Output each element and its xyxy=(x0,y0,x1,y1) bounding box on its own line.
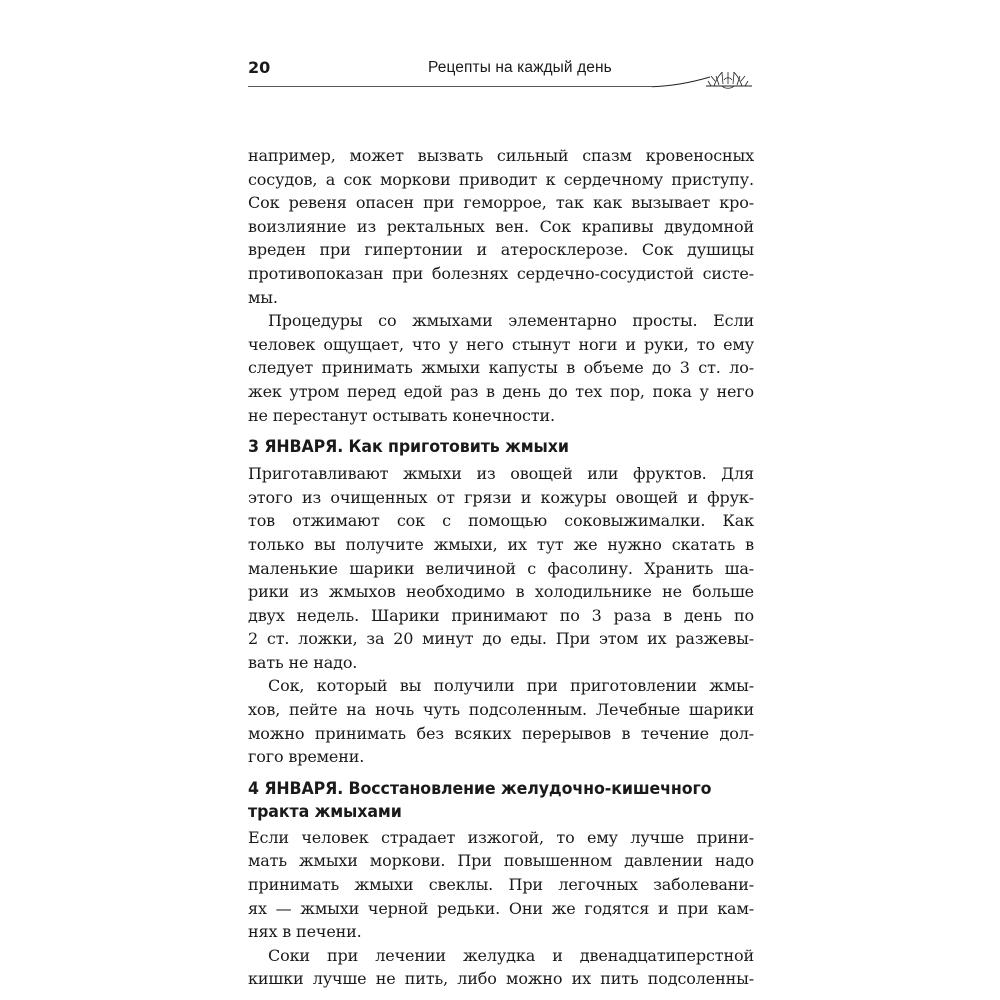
text-line: мать жмыхи моркови. При повышенном давлении надо xyxy=(248,851,754,871)
text-line: Соки при лечении желудка и двенадцатиперстной xyxy=(268,945,754,965)
heading-line: 4 ЯНВАРЯ. Восстановление желудочно-кишечного xyxy=(248,778,712,799)
heading-line: тракта жмыхами xyxy=(248,801,402,822)
text-line: жек утром перед едой раз в день до тех пор, пока у него xyxy=(248,381,754,401)
paragraph-jan3-1 xyxy=(248,462,754,674)
text-line: Сок ревеня опасен при геморрое, так как вызывает кро- xyxy=(248,193,754,213)
text-line: ях — жмыхи черной редьки. Они же годятся и при кам- xyxy=(248,898,754,918)
header-rule-with-flower-ornament xyxy=(248,72,754,96)
text-line: мы. xyxy=(248,287,278,307)
text-line: сосудов, а сок моркови приводит к сердечному приступу. xyxy=(248,169,754,189)
text-line: кишки лучше не пить, либо можно их пить подсоленны- xyxy=(248,969,754,989)
section-heading-jan3: 3 ЯНВАРЯ. Как приготовить жмыхи xyxy=(248,437,569,458)
book-page xyxy=(248,56,754,991)
text-line: маленькие шарики величиной с фасолину. Хранить ша- xyxy=(248,558,754,578)
text-line: нях в печени. xyxy=(248,922,362,942)
paragraph-intro-1 xyxy=(248,144,754,309)
text-line: не перестанут остывать конечности. xyxy=(248,405,555,425)
text-line: можно принимать без всяких перерывов в течение дол- xyxy=(248,723,754,743)
paragraph-intro-2 xyxy=(248,309,754,427)
flower-icon xyxy=(706,72,752,88)
text-line: принимать жмыхи свеклы. При легочных заболевани- xyxy=(248,875,754,895)
text-line: Процедуры со жмыхами элементарно просты. Если xyxy=(268,311,754,331)
page-number: 20 xyxy=(248,58,271,77)
text-line: например, может вызвать сильный спазм кровеносных xyxy=(248,146,754,165)
text-line: Приготавливают жмыхи из овощей или фруктов. Для xyxy=(248,464,754,484)
text-line: следует принимать жмыхи капусты в объеме до 3 ст. ло- xyxy=(248,358,754,378)
text-line: гого времени. xyxy=(248,747,365,767)
text-line: только вы получите жмыхи, их тут же нужно скатать в xyxy=(248,534,754,554)
text-line: человек ощущает, что у него стынут ноги и руки, то ему xyxy=(248,334,754,354)
text-line: воизлияние из ректальных вен. Сок крапивы двудомной xyxy=(248,216,754,236)
text-line: хов, пейте на ночь чуть подсоленным. Лечебные шарики xyxy=(248,700,754,720)
text-line: Если человек страдает изжогой, то ему лучше прини- xyxy=(248,827,754,847)
paragraph-jan4-1 xyxy=(248,826,754,944)
text-line: противопоказан при болезнях сердечно-сосудистой систе- xyxy=(248,263,754,283)
running-header xyxy=(248,56,754,92)
text-line: Сок, который вы получили при приготовлении жмы- xyxy=(268,676,754,696)
text-line: рики из жмыхов необходимо в холодильнике не больше xyxy=(248,582,754,602)
text-line: вреден при гипертонии и атеросклерозе. Сок душицы xyxy=(248,240,754,260)
running-title: Рецепты на каждый день xyxy=(428,59,612,76)
text-line: тов отжимают сок с помощью соковыжималки. Как xyxy=(248,511,754,531)
text-line: 2 ст. ложки, за 20 минут до еды. При этом их разжевы- xyxy=(248,629,754,649)
paragraph-jan4-2 xyxy=(248,944,754,991)
text-line: вать не надо. xyxy=(248,652,358,672)
paragraph-jan3-2 xyxy=(248,674,754,768)
text-line: этого из очищенных от грязи и кожуры овощей и фрук- xyxy=(248,487,754,507)
section-heading-jan4 xyxy=(248,778,719,824)
text-line: двух недель. Шарики принимают по 3 раза в день по xyxy=(248,605,754,625)
page-body xyxy=(248,144,754,991)
